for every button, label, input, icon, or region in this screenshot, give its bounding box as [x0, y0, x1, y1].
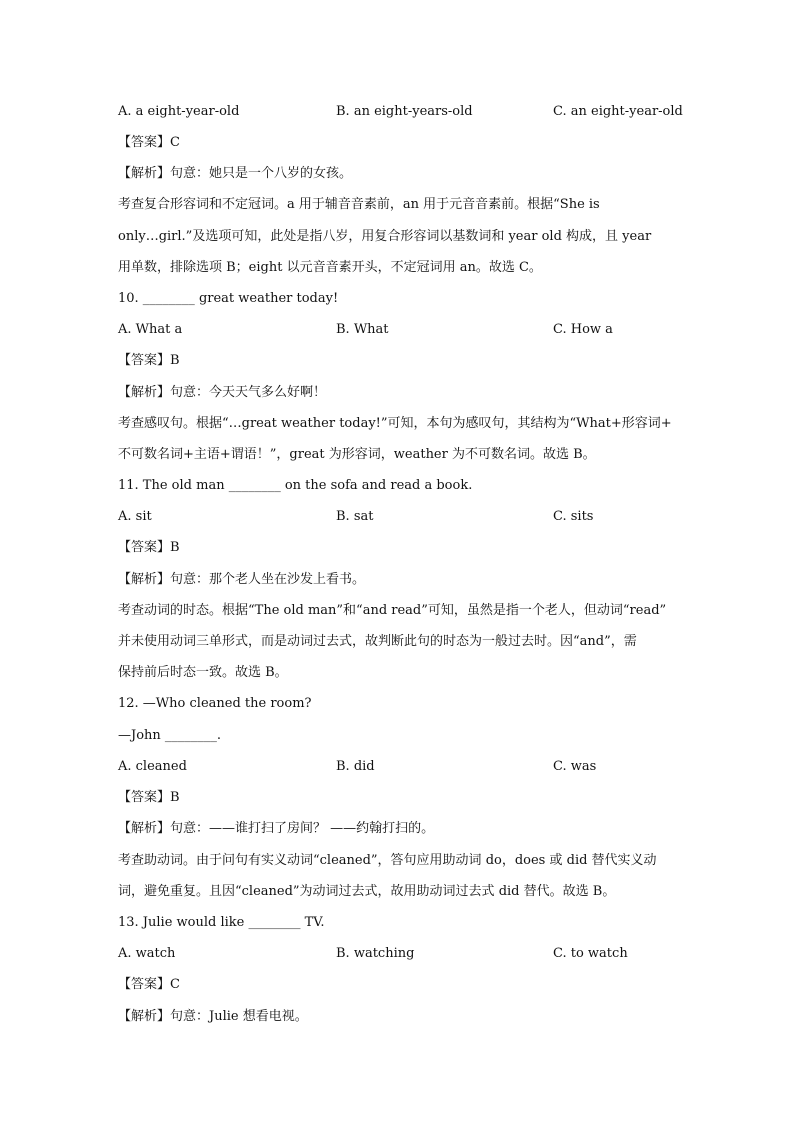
q9-option-a: A. a eight-year-old — [118, 104, 240, 119]
q13-answer: 【答案】C — [118, 977, 180, 992]
q13-explanation-line: 【解析】句意：Julie 想看电视。 — [118, 1009, 308, 1024]
q13-option-a: A. watch — [118, 946, 176, 961]
q12-option-b: B. did — [336, 759, 375, 774]
q12-explanation-line: 考查助动词。由于问句有实义动词“cleaned”，答句应用助动词 do，does 或 did 替代实义动 — [118, 853, 657, 868]
q9-answer: 【答案】C — [118, 135, 180, 150]
q11-option-c: C. sits — [553, 509, 594, 524]
q10-stem: 10. ________ great weather today! — [118, 291, 339, 306]
q12-explanation-line: 【解析】句意：——谁打扫了房间？ ——约翰打扫的。 — [118, 821, 435, 836]
q10-option-a: A. What a — [118, 322, 183, 337]
q10-option-b: B. What — [336, 322, 389, 337]
q10-explanation-line: 不可数名词+主语+谓语！”，great 为形容词，weather 为不可数名词。故选 B。 — [118, 447, 596, 462]
q11-explanation-line: 保持前后时态一致。故选 B。 — [118, 665, 288, 680]
q10-explanation-line: 考查感叹句。根据“…great weather today!”可知，本句为感叹句，其结构为“What+形容词+ — [118, 416, 672, 431]
q13-option-c: C. to watch — [553, 946, 628, 961]
q10-answer: 【答案】B — [118, 353, 180, 368]
q9-explanation-line: 考查复合形容词和不定冠词。a 用于辅音音素前，an 用于元音音素前。根据“She is — [118, 197, 600, 212]
q13-option-b: B. watching — [336, 946, 415, 961]
q10-option-c: C. How a — [553, 322, 613, 337]
q11-option-a: A. sit — [118, 509, 152, 524]
q9-explanation-line: 用单数，排除选项 B；eight 以元音音素开头，不定冠词用 an。故选 C。 — [118, 260, 542, 275]
q11-option-b: B. sat — [336, 509, 374, 524]
q10-explanation-line: 【解析】句意：今天天气多么好啊！ — [118, 385, 327, 400]
q12-stem: 12. —Who cleaned the room? — [118, 696, 312, 711]
q11-explanation-line: 并未使用动词三单形式，而是动词过去式，故判断此句的时态为一般过去时。因“and”，需 — [118, 634, 637, 649]
q9-explanation-line: 【解析】句意：她只是一个八岁的女孩。 — [118, 166, 353, 181]
q9-option-c: C. an eight-year-old — [553, 104, 683, 119]
q11-explanation-line: 【解析】句意：那个老人坐在沙发上看书。 — [118, 572, 366, 587]
q11-answer: 【答案】B — [118, 540, 180, 555]
q13-stem: 13. Julie would like ________ TV. — [118, 915, 325, 930]
q12-option-c: C. was — [553, 759, 597, 774]
q12-stem: —John ________. — [118, 728, 222, 743]
q12-explanation-line: 词，避免重复。且因“cleaned”为动词过去式，故用助动词过去式 did 替代。故选 B。 — [118, 884, 616, 899]
q12-option-a: A. cleaned — [118, 759, 187, 774]
q12-answer: 【答案】B — [118, 790, 180, 805]
q9-option-b: B. an eight-years-old — [336, 104, 473, 119]
q9-explanation-line: only…girl.”及选项可知，此处是指八岁，用复合形容词以基数词和 year old 构成，且 year — [118, 229, 652, 244]
q11-explanation-line: 考查动词的时态。根据“The old man”和“and read”可知，虽然是指一个老人，但动词“read” — [118, 603, 667, 618]
q11-stem: 11. The old man ________ on the sofa and read a book. — [118, 478, 473, 493]
